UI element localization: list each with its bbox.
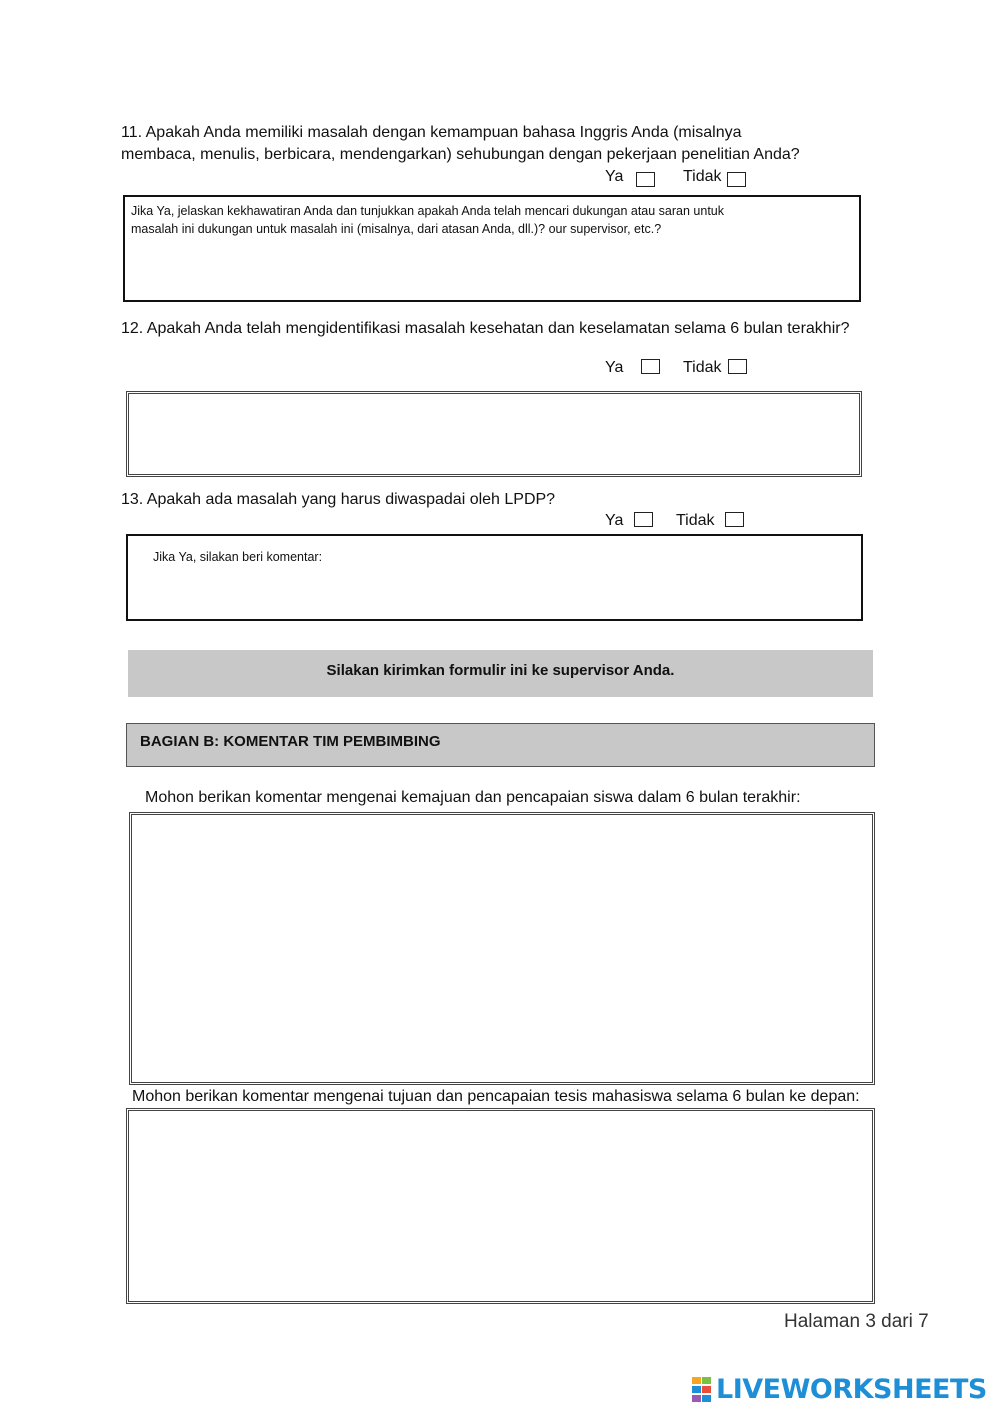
q11-yes-checkbox[interactable] — [636, 172, 655, 187]
q12-yes-checkbox[interactable] — [641, 359, 660, 374]
section-b-header — [126, 723, 875, 767]
q11-no-label: Tidak — [683, 168, 722, 185]
q12-no-checkbox[interactable] — [728, 359, 747, 374]
section-b-title: BAGIAN B: KOMENTAR TIM PEMBIMBING — [140, 733, 441, 750]
q13-answer-box[interactable] — [126, 534, 863, 621]
q12-yes-label: Ya — [605, 359, 624, 376]
q13-text: 13. Apakah ada masalah yang harus diwaspadai oleh LPDP? — [121, 491, 556, 508]
q13-box-text: Jika Ya, silakan beri komentar: — [153, 550, 323, 564]
submit-banner — [128, 650, 873, 697]
q11-box-line1: Jika Ya, jelaskan kekhawatiran Anda dan tunjukkan apakah Anda telah mencari dukungan atau saran untuk — [131, 204, 725, 218]
q13-yes-checkbox[interactable] — [634, 512, 653, 527]
q13-no-label: Tidak — [676, 512, 715, 529]
section-b-prompt2: Mohon berikan komentar mengenai tujuan dan pencapaian tesis mahasiswa selama 6 bulan ke depan: — [132, 1088, 860, 1105]
q11-text-line1: 11. Apakah Anda memiliki masalah dengan kemampuan bahasa Inggris Anda (misalnya — [121, 124, 742, 141]
section-b-prompt1: Mohon berikan komentar mengenai kemajuan dan pencapaian siswa dalam 6 bulan terakhir: — [145, 789, 801, 806]
goals-comment-box[interactable] — [126, 1108, 875, 1304]
q12-no-label: Tidak — [683, 359, 722, 376]
q12-text: 12. Apakah Anda telah mengidentifikasi masalah kesehatan dan keselamatan selama 6 bulan terakhir? — [121, 320, 850, 337]
q11-no-checkbox[interactable] — [727, 172, 746, 187]
submit-banner-text: Silakan kirimkan formulir ini ke supervisor Anda. — [326, 662, 675, 679]
q13-yes-label: Ya — [605, 512, 624, 529]
q11-box-line2: masalah ini dukungan untuk masalah ini (misalnya, dari atasan Anda, dll.)? our supervisor, etc.? — [131, 222, 662, 236]
liveworksheets-logo — [692, 1374, 987, 1405]
liveworksheets-logo-icon — [692, 1377, 712, 1403]
q12-answer-box[interactable] — [126, 391, 862, 477]
q11-yes-label: Ya — [605, 168, 624, 185]
q11-text-line2: membaca, menulis, berbicara, mendengarkan) sehubungan dengan pekerjaan penelitian Anda? — [121, 146, 800, 163]
q13-no-checkbox[interactable] — [725, 512, 744, 527]
q11-answer-box[interactable] — [123, 195, 861, 302]
page-number: Halaman 3 dari 7 — [784, 1311, 929, 1332]
progress-comment-box[interactable] — [129, 812, 875, 1085]
liveworksheets-wordmark: LIVEWORKSHEETS — [716, 1374, 987, 1405]
